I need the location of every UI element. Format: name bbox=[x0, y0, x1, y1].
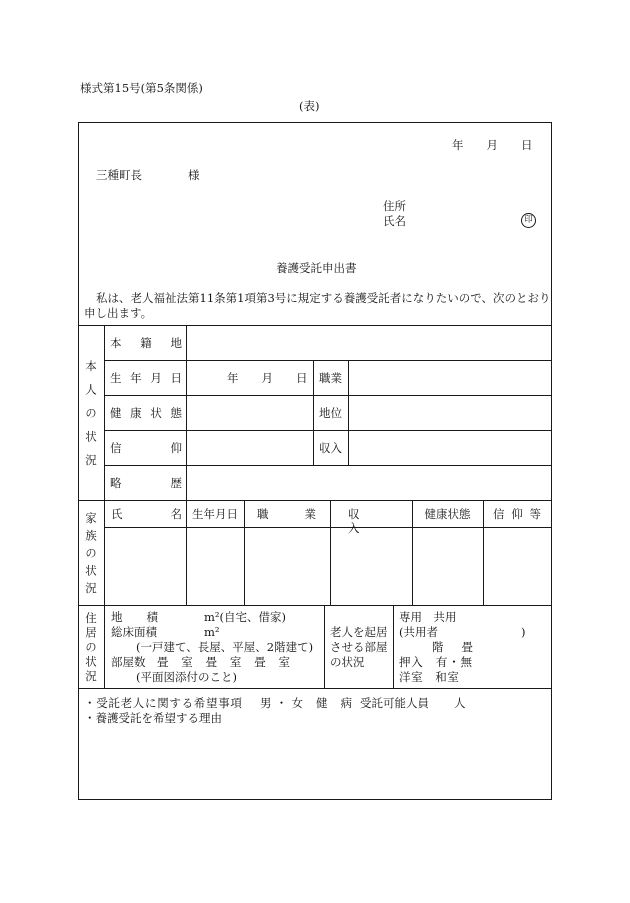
land-area-label: 地 積 bbox=[111, 610, 158, 624]
applicant-section-header bbox=[78, 325, 104, 500]
statement-line-1: 私は、老人福祉法第11条第1項第3号に規定する養護受託者になりたいので、次のとおり bbox=[96, 291, 551, 305]
family-entries bbox=[105, 528, 551, 605]
family-col-faith: 信 仰 等 bbox=[493, 507, 541, 521]
seal-mark-icon: 印 bbox=[521, 213, 536, 228]
applicant-section-label: 本人の状況 bbox=[84, 359, 98, 478]
floor-plan-note: (平面図添付のこと) bbox=[136, 670, 237, 684]
occupation-value bbox=[349, 361, 551, 395]
birthdate-label: 生 年 月 日 bbox=[110, 371, 182, 385]
column-divider bbox=[104, 325, 105, 688]
housing-section-header bbox=[78, 605, 104, 688]
health-options: 健 病 bbox=[316, 696, 352, 710]
family-section-header bbox=[78, 500, 104, 605]
family-col-income: 収 入 bbox=[348, 507, 394, 535]
section-divider bbox=[78, 605, 552, 606]
capacity-label: 受託可能人員 bbox=[360, 696, 429, 710]
family-col-health: 健康状態 bbox=[424, 507, 471, 521]
income-value bbox=[349, 431, 551, 465]
side-label: (表) bbox=[299, 99, 320, 113]
honorific: 様 bbox=[188, 168, 200, 182]
room-usage: 専用 共用 bbox=[399, 610, 457, 624]
reason-label: ・養護受託を希望する理由 bbox=[84, 711, 222, 725]
column-divider bbox=[313, 360, 314, 465]
reason-area bbox=[79, 726, 551, 799]
name-label: 氏名 bbox=[383, 214, 406, 228]
domicile-label: 本 籍 地 bbox=[110, 336, 182, 350]
health-label: 健 康 状 態 bbox=[110, 406, 182, 420]
rooms-units: 畳 室 畳 室 畳 室 bbox=[157, 655, 290, 669]
form-title: 養護受託申出書 bbox=[276, 261, 357, 275]
birthdate-value: 年 月 日 bbox=[227, 371, 308, 385]
shared-with-open: (共用者 bbox=[399, 625, 438, 639]
faith-label: 信 仰 bbox=[110, 441, 182, 455]
column-divider bbox=[393, 605, 394, 688]
land-area-unit: m²(自宅、借家) bbox=[204, 610, 286, 624]
income-label: 収入 bbox=[319, 441, 342, 455]
history-label: 略 歴 bbox=[110, 476, 182, 490]
column-divider bbox=[324, 605, 325, 688]
elder-room-label-line-2: させる部屋 bbox=[330, 640, 388, 654]
preference-label: ・受託老人に関する希望事項 bbox=[84, 696, 243, 710]
position-label: 地位 bbox=[319, 406, 342, 420]
form-number: 様式第15号(第5条関係) bbox=[80, 81, 203, 95]
family-section-label: 家族の状況 bbox=[84, 511, 98, 600]
domicile-value bbox=[187, 326, 551, 360]
health-value bbox=[187, 396, 313, 430]
room-style: 洋室 和室 bbox=[399, 670, 460, 684]
elder-room-label-line-1: 老人を起居 bbox=[330, 625, 388, 639]
section-divider bbox=[78, 500, 552, 501]
sex-options: 男 ・ 女 bbox=[260, 696, 303, 710]
family-col-birthdate: 生年月日 bbox=[192, 507, 238, 521]
housing-section-label: 住居の状況 bbox=[84, 611, 98, 685]
closet-availability: 押入 有・無 bbox=[399, 655, 473, 669]
faith-value bbox=[187, 431, 313, 465]
submission-date: 年 月 日 bbox=[452, 138, 533, 152]
elder-room-label-line-3: の状況 bbox=[330, 655, 365, 669]
occupation-label: 職業 bbox=[319, 371, 342, 385]
building-types: (一戸建て、長屋、平屋、2階建て) bbox=[136, 640, 314, 654]
statement-line-2: 申し出ます。 bbox=[84, 306, 153, 320]
position-value bbox=[349, 396, 551, 430]
rooms-label: 部屋数 bbox=[111, 655, 146, 669]
addressee: 三種町長 bbox=[96, 168, 142, 182]
floor-area-unit: m² bbox=[204, 625, 220, 639]
shared-with-close: ) bbox=[521, 625, 526, 639]
history-value bbox=[187, 466, 551, 500]
family-col-occupation: 職 業 bbox=[257, 507, 316, 521]
address-label: 住所 bbox=[383, 199, 406, 213]
section-divider bbox=[78, 688, 552, 689]
family-col-name: 氏 名 bbox=[111, 507, 182, 521]
floor-tatami: 階 畳 bbox=[432, 640, 473, 654]
capacity-unit: 人 bbox=[454, 696, 466, 710]
floor-area-label: 総床面積 bbox=[111, 625, 157, 639]
